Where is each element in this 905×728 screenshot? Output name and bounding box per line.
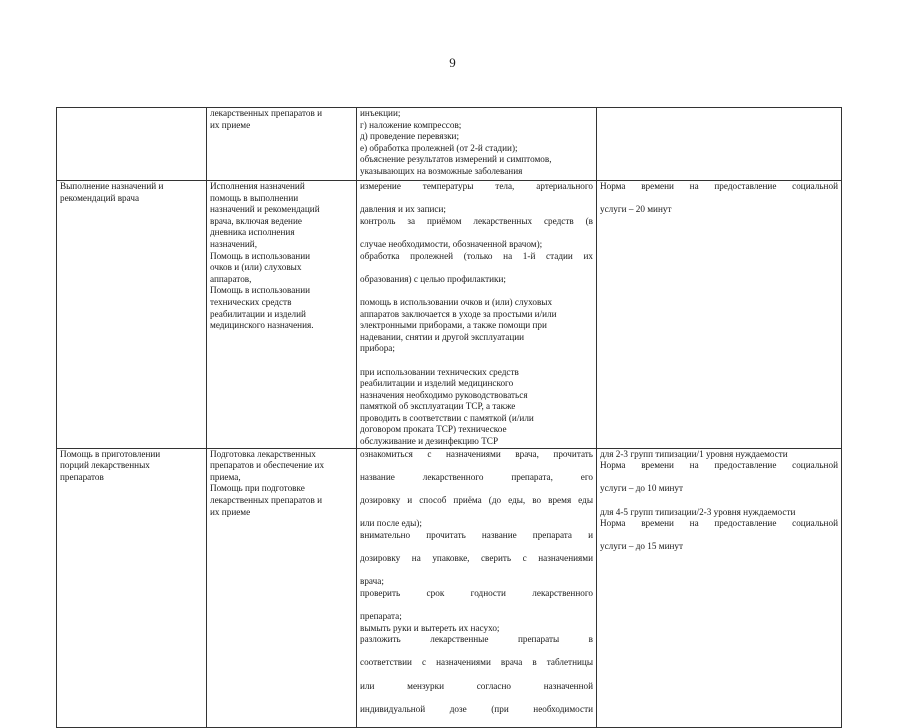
service-description-cell: [357, 448, 597, 727]
service-description-cell: [357, 108, 597, 181]
time-norm-cell: [597, 181, 842, 449]
service-content-cell: [207, 181, 357, 449]
text-line: или после еды);: [360, 518, 422, 529]
text-line: лекарственных препаратов и: [210, 108, 323, 118]
text-line: назначений и рекомендаций: [210, 204, 320, 215]
service-content-cell: [207, 448, 357, 727]
page-number: 9: [449, 55, 456, 70]
service-name-cell: [57, 181, 207, 449]
time-norm-cell: [597, 448, 842, 727]
text-line: объяснение результатов измерений и симптомов,: [360, 154, 552, 165]
text-line: Норма времени на предоставление социальной: [600, 460, 838, 471]
services-table: [56, 107, 842, 728]
text-line: памяткой об эксплуатации ТСР, а также: [360, 401, 516, 412]
text-line: для 2-3 групп типизации/1 уровня нуждаемости: [600, 448, 788, 459]
text-line: их приеме: [210, 119, 251, 130]
service-name-cell: [57, 448, 207, 727]
time-norm-cell: [597, 108, 842, 181]
text-line: обработка пролежней (только на 1-й стадии их: [360, 250, 593, 261]
text-line: Подготовка лекарственных: [210, 448, 316, 459]
text-line: реабилитации и изделий медицинского: [360, 378, 514, 389]
text-line: внимательно прочитать название препарата и: [360, 529, 593, 540]
text-line: реабилитации и изделий: [210, 308, 306, 319]
text-line: помощь в выполнении: [210, 192, 299, 203]
text-line: измерение температуры тела, артериального: [360, 181, 593, 191]
text-line: Исполнения назначений: [210, 181, 305, 191]
text-line: аппаратов,: [210, 273, 252, 284]
text-line: рекомендаций врача: [60, 192, 140, 203]
text-line: инъекции;: [360, 108, 401, 118]
text-line: дозировку на упаковке, сверить с назначениями: [360, 553, 593, 563]
text-line: Помощь в использовании: [210, 285, 311, 296]
text-line: название лекарственного препарата, его: [360, 471, 593, 482]
text-line: электронными приборами, а также помощи при: [360, 320, 547, 331]
text-line: технических средств: [210, 296, 292, 307]
text-line: назначения необходимо руководствоваться: [360, 389, 528, 400]
text-line: Помощь при подготовке: [210, 483, 305, 494]
text-line: образования) с целью профилактики;: [360, 273, 506, 284]
text-line: проверить срок годности лекарственного: [360, 587, 593, 598]
text-line: обслуживание и дезинфекцию ТСР: [360, 436, 499, 447]
text-line: Помощь в приготовлении: [60, 448, 161, 459]
service-description-cell: [357, 181, 597, 449]
text-line: указывающих на возможные заболевания: [360, 165, 523, 176]
text-line: случае необходимости, обозначенной врачом);: [360, 238, 543, 249]
text-line: аппаратов заключается в уходе за простыми и/или: [360, 308, 557, 319]
text-line: назначений,: [210, 238, 257, 249]
text-line: лекарственных препаратов и: [210, 495, 323, 506]
text-line: давления и их записи;: [360, 204, 446, 215]
text-line: препаратов и обеспечение их: [210, 460, 325, 471]
text-line: надевании, снятии и другой эксплуатации: [360, 331, 525, 342]
text-line: контроль за приёмом лекарственных средств (в: [360, 215, 593, 226]
text-line: индивидуальной дозе (при необходимости: [360, 703, 593, 714]
text-line: Выполнение назначений и: [60, 181, 164, 191]
text-line: или мензурки согласно назначенной: [360, 680, 593, 691]
text-line: врача;: [360, 576, 384, 587]
text-line: Норма времени на предоставление социальной: [600, 518, 838, 529]
text-line: вымыть руки и вытереть их насухо;: [360, 622, 500, 633]
text-line: услуги – до 10 минут: [600, 483, 684, 494]
text-line: разложить лекарственные препараты в: [360, 634, 593, 645]
text-line: ознакомиться с назначениями врача, прочитать: [360, 448, 593, 459]
text-line: при использовании технических средств: [360, 366, 519, 377]
table-row: [57, 181, 842, 449]
text-line: для 4-5 групп типизации/2-3 уровня нуждаемости: [600, 506, 796, 517]
text-line: приема,: [210, 471, 241, 482]
service-content-cell: [207, 108, 357, 181]
text-line: их приеме: [210, 506, 251, 517]
text-line: порций лекарственных: [60, 460, 150, 471]
service-name-cell: [57, 108, 207, 181]
text-line: д) проведение перевязки;: [360, 131, 460, 142]
text-line: г) наложение компрессов;: [360, 119, 462, 130]
text-line: дозировку и способ приёма (до еды, во время еды: [360, 495, 593, 506]
text-line: договором проката ТСР) техническое: [360, 424, 507, 435]
text-line: медицинского назначения.: [210, 320, 314, 331]
text-line: Норма времени на предоставление социальной: [600, 181, 838, 191]
text-line: проводить в соответствии с памяткой (и/или: [360, 412, 534, 423]
text-line: врача, включая ведение: [210, 215, 302, 226]
text-line: услуги – 20 минут: [600, 204, 672, 215]
text-line: помощь в использовании очков и (или) слуховых: [360, 296, 553, 307]
text-line: соответствии с назначениями врача в таблетницы: [360, 657, 593, 668]
text-line: очков и (или) слуховых: [210, 262, 302, 273]
table-row: [57, 108, 842, 181]
text-line: услуги – до 15 минут: [600, 541, 684, 552]
text-line: е) обработка пролежней (от 2-й стадии);: [360, 142, 518, 153]
text-line: Помощь в использовании: [210, 250, 311, 261]
text-line: прибора;: [360, 343, 395, 354]
table-row: [57, 448, 842, 727]
text-line: препарата;: [360, 610, 402, 621]
text-line: препаратов: [60, 471, 104, 482]
text-line: дневника исполнения: [210, 227, 295, 238]
